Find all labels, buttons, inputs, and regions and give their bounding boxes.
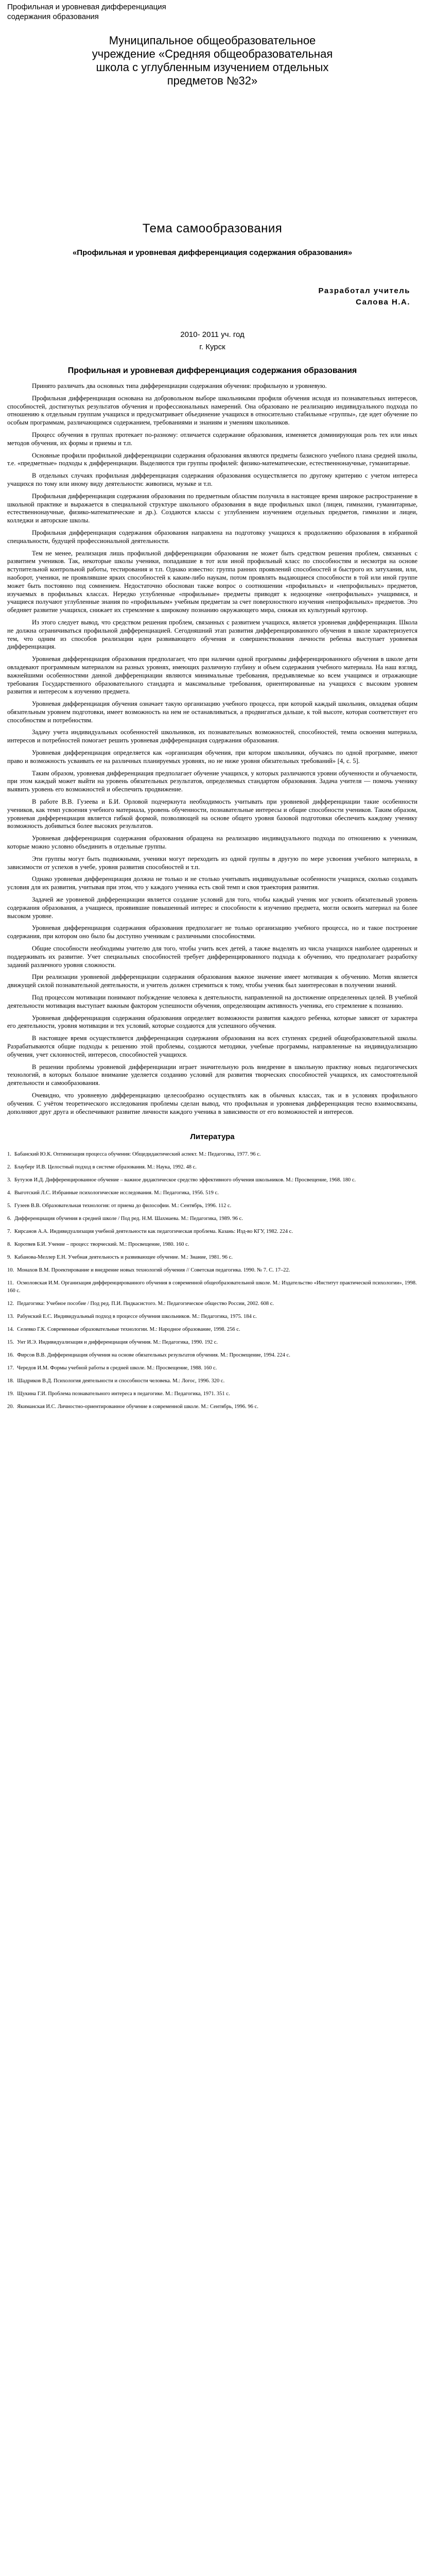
paragraph: При реализации уровневой дифференциации содержания образования важное значение имеет мотивация к обучению. Мотив является движущей силой познавательной деятельности, и учитель должен стремиться к тому, чтобы ученик был заинтересован в получении знаний. <box>7 973 417 989</box>
reference-number: 13. <box>7 1314 14 1320</box>
reference-number: 5. <box>7 1203 11 1209</box>
reference-text: Педагогика: Учебное пособие / Под ред. П.И. Пидкасистого. М.: Педагогическое общество России, 2002. 608 с. <box>17 1301 274 1307</box>
reference-text: Блауберг И.В. Целостный подход в системе образования. М.: Наука, 1992. 48 с. <box>14 1164 197 1171</box>
theme-subtitle: «Профильная и уровневая дифференциация содержания образования» <box>72 248 353 257</box>
reference-text: Гузеев В.В. Образовательная технология: от приема до философии. М.: Сентябрь, 1996. 112 с. <box>14 1203 232 1209</box>
school-name: Муниципальное общеобразовательное учреждение «Средняя общеобразовательная школа с углубленным изучением отдельных предметов №32» <box>92 34 333 87</box>
paragraph: Уровневая дифференциация определяется как «организация обучения, при котором школьники, обучаясь по одной программе, имеют право и возможность усваивать ее на различных планируемых уровнях, но не ниже уровня обязательных требований» [4, с. 5]. <box>7 749 417 765</box>
reference-number: 7. <box>7 1229 11 1235</box>
reference-number: 16. <box>7 1352 14 1359</box>
reference-text: Шадриков В.Д. Психология деятельности и способности человека. М.: Логос, 1996. 320 с. <box>17 1378 225 1384</box>
reference-item <box>7 1241 417 1248</box>
reference-number: 20. <box>7 1404 14 1410</box>
paragraph: Профильная дифференциация содержания образования по предметным областям получила в настоящее время широкое распространение в школьной практике и выражается в специальной структуре школьного образования в виде профильных школ (лицеи, гимназии, гуманитарные, естественнонаучные, физико-математические и др.). Создаются классы с углублением изучением отдельных предметов, гимназии и лицеи, колледжи и авторские школы. <box>7 492 417 524</box>
author-name: Салова Н.А. <box>356 298 410 307</box>
paragraph: В решении проблемы уровневой дифференциации играет значительную роль внедрение в школьную практику новых педагогических технологий, в которых большое внимание уделяется созданию условий для развития творческих способностей учащихся, их самостоятельной деятельности и самообразования. <box>7 1063 417 1087</box>
reference-number: 4. <box>7 1190 11 1196</box>
academic-year: 2010- 2011 уч. год <box>180 330 245 339</box>
paragraph: Задачей же уровневой дифференциации является создание условий для того, чтобы каждый ученик мог усвоить обязательный уровень содержания образования, а учащиеся, проявившие повышенный интерес и способности к изучению предмета, могли освоить материал на более высоком уровне. <box>7 896 417 920</box>
reference-item <box>7 1351 417 1359</box>
spacer <box>7 259 417 285</box>
spacer <box>7 308 417 329</box>
reference-item <box>7 1163 417 1171</box>
reference-text: Коротяев Б.И. Учение – процесс творческий. М.: Просвещение, 1980. 160 с. <box>14 1242 189 1248</box>
paragraph: Таким образом, уровневая дифференциация предполагает обучение учащихся, у которых различаются уровни обученности и обучаемости, при этом каждый может выйти на уровень обязательных результатов, определяемых стандартом образования. Задача учителя — помочь ученику выявить уровень его возможностей и обеспечить продвижение. <box>7 769 417 793</box>
paragraph: Эти группы могут быть подвижными, ученики могут переходить из одной группы в другую по мере усвоения учебного материала, в зависимости от успехов в учебе, уровня развития способностей и т.п. <box>7 855 417 871</box>
reference-item <box>7 1364 417 1372</box>
paragraph: Из этого следует вывод, что средством решения проблем, связанных с развитием учащихся, является уровневая дифференциация. Школа не должна ограничиваться профильной дифференциацией. Сегодняшний этап развития дифференцированного обучения в школе характеризуется тем, что одним из способов реализации идеи развивающего обучения и совершенствования личности ребенка выступает уровневая дифференциация. <box>7 618 417 651</box>
reference-text: Осмоловская И.М. Организация дифференцированного обучения в современной общеобразовательной школе. М.: Издательство «Институт практической психологии», 1998. 160 с. <box>7 1280 417 1294</box>
reference-text: Чередов И.М. Формы учебной работы в средней школе. М.: Просвещение, 1988. 160 с. <box>17 1365 217 1371</box>
city: г. Курск <box>199 343 225 351</box>
paragraph: Уровневая дифференциация содержания образования обращена на реализацию индивидуального подхода по отношению к ученикам, которые можно условно объединить в отдельные группы. <box>7 835 417 851</box>
reference-text: Фирсов В.В. Дифференциация обучения на основе обязательных результатов обучения. М.: Просвещение, 1994. 224 с. <box>17 1352 290 1359</box>
reference-item <box>7 1189 417 1197</box>
reference-item <box>7 1326 417 1333</box>
reference-item <box>7 1300 417 1308</box>
reference-item <box>7 1313 417 1320</box>
reference-number: 9. <box>7 1255 11 1261</box>
paragraph: Под процессом мотивации понимают побуждение человека к деятельности, направленной на достижение определенных целей. В учебной деятельности мотивация выступает важным фактором успешности обучения, определяющим активность ученика, его стремление к познанию. <box>7 994 417 1009</box>
reference-item <box>7 1150 417 1158</box>
spacer <box>7 88 417 222</box>
reference-item <box>7 1266 417 1274</box>
paragraph: Профильная дифференциация основана на добровольном выборе школьниками профиля обучения исходя из познавательных интересов, способностей, достигнутых результатов обучения и профессиональных намерений. Она образовано не реализацию индивидуального подхода по отношению к отдельным группам учащихся и предусматривает объединение учащихся в относительно стабильные «группы», где идет обучение по особым программам, различающимся содержанием, требованиями и знаниям и умениям школьников. <box>7 394 417 427</box>
reference-item <box>7 1202 417 1210</box>
paragraph: В отдельных случаях профильная дифференциация содержания образования осуществляется по другому критерию с учетом интереса учащихся по тому или иному виду деятельности: живописи, музыке и т.п. <box>7 472 417 487</box>
reference-item <box>7 1338 417 1346</box>
reference-text: Кабанова-Меллер Е.Н. Учебная деятельность и развивающее обучение. М.: Знание, 1981. 96 с. <box>14 1255 233 1261</box>
paragraph: Процесс обучения в группах протекает по-разному: отличается содержание образования, изменяется доминирующая роль тех или иных методов обучения, их формы и приемы и т.п. <box>7 431 417 447</box>
reference-number: 12. <box>7 1301 14 1307</box>
paragraph: Уровневая дифференциация обучения означает такую организацию учебного процесса, при которой каждый школьник, овладевая общим обязательным уровнем подготовки, имеет возможность на нем не останавливаться, а продвигаться дальше, к той высоте, которая соответствует его способностям и потребностям. <box>7 700 417 724</box>
reference-text: Кирсанов А.А. Индивидуализация учебной деятельности как педагогическая проблема. Казань: Изд-во КГУ, 1982. 224 с. <box>14 1229 293 1235</box>
paragraph: Уровневая дифференциация содержания образования определяет возможности развития каждого ребенка, которые зависят от характера его деятельности, уровня мотивации и тех условий, которые создаются для успешного обучения. <box>7 1014 417 1030</box>
body-text <box>7 382 417 1116</box>
reference-number: 11. <box>7 1280 14 1286</box>
paragraph: Основные профили профильной дифференциации содержания образования являются предметы базисного учебного плана средней школы, т.е. «предметные» подходы к дифференциации. Выделяются три группы профилей: физико-математические, естественнонаучные, гуманитарные. <box>7 451 417 467</box>
reference-text: Бабанский Ю.К. Оптимизация процесса обучения: Общедидактический аспект. М.: Педагогика, 1977. 96 с. <box>14 1151 261 1158</box>
paragraph: В работе В.В. Гузеева и Б.И. Орловой подчеркнута необходимость учитывать при уровневой дифференциации такие особенности учеников, как темп усвоения учебного материала, уровень обученности, познавательные интересы и общие способности учеников. Таким образом, уровневая дифференциация является гибкой формой, позволяющей на основе общего уровня базовой подготовки обеспечить каждому ученику возможность добиваться более высоких результатов. <box>7 798 417 830</box>
paragraph: Тем не менее, реализация лишь профильной дифференциации образования не может быть средством решения проблем, связанных с развитием учеников. Так, некоторые школы ученики, попадавшие в тот или иной профильный класс по способностям и несмотря на основе вступительной контрольной работы, тестирования и т.п. Однако известно: группа ранних проявлений способностей и быстрого их затухания, или, наоборот, ученики, не проявлявшие ярких способностей к каким-либо наукам, потом проявлять выдающиеся способности в той или иной группе может быть постоянно под сомнением. Недостаточно обоснован также вопрос о соотношении «профильных» и «непрофильных» предметов, изучаемых в профильных классах. Нередко углубленные «профильные» предметы приводят к недооценке «непрофильных» учащимися, и учащиеся получают углубленные знания по «профильным» учебным предметам за счет поверхностного изучения «непрофильных» предметов. Это обедняет развитие учащихся, снижает их стремление к широкому познанию окружающего мира, снижая их культурный кругозор. <box>7 549 417 614</box>
reference-number: 17. <box>7 1365 14 1371</box>
reference-item <box>7 1176 417 1184</box>
reference-text: Монахов В.М. Проектирование и внедрение новых технологий обучения // Советская педагогика. 1990. № 7. С. 17–22. <box>17 1267 290 1274</box>
references-list <box>7 1150 417 1411</box>
paragraph: Профильная дифференциация содержания образования направлена на подготовку учащихся к продолжению образования в избранной специальности, будущей профессиональной деятельности. <box>7 529 417 545</box>
reference-text: Выготский Л.С. Избранные психологические исследования. М.: Педагогика, 1956. 519 с. <box>14 1190 219 1196</box>
reference-number: 10. <box>7 1267 14 1274</box>
reference-number: 18. <box>7 1378 14 1384</box>
paragraph: Однако уровневая дифференциация должна не только и не столько учитывать индивидуальные особенности учащихся, сколько создавать условия для их развития, учитывая при этом, что у каждого ученика есть свой темп и своя траектория развития. <box>7 875 417 891</box>
paragraph: Принято различать два основных типа дифференциации содержания обучения: профильную и уровневую. <box>32 382 327 389</box>
reference-item <box>7 1403 417 1411</box>
theme-title: Тема самообразования <box>142 222 283 235</box>
reference-text: Унт И.Э. Индивидуализация и дифференциация обучения. М.: Педагогика, 1990. 192 с. <box>17 1340 218 1346</box>
reference-item <box>7 1228 417 1235</box>
paragraph: Очевидно, что уровневую дифференциацию целесообразно осуществлять как в обычных классах, так и в условиях профильного обучения. С учётом теоретического исследования проблемы сделан вывод, что профильная и уровневая дифференциация тесно взаимосвязаны, дополняют друг друга и обеспечивают развитие личности каждого ученика в зависимости от его возможностей и интересов. <box>7 1091 417 1115</box>
paragraph: В настоящее время осуществляется дифференциация содержания образования на всех ступенях средней общеобразовательной школы. Разрабатываются общие подходы к решению этой проблемы, создаются методики, учебные программы, направленные на индивидуализацию обучения, учет склонностей, интересов, способностей учащихся. <box>7 1035 417 1058</box>
reference-item <box>7 1253 417 1261</box>
section-title: Профильная и уровневая дифференциация содержания образования <box>67 366 357 375</box>
references-title: Литература <box>190 1132 235 1142</box>
paragraph: Уровневая дифференциация образования предполагает, что при наличии одной программы дифференцированного обучения в школе дети овладевают программным материалом на разных уровнях, имеющих различную глубину и объем содержания учебного материала. На наш взгляд, важнейшими особенностями данной дифференциации являются минимальные требования, предъявляемые ко всем учащимся и отражающие требования Государственного образовательного стандарта и максимальные требования, ориентированные на учащихся с высоким уровнем развития и интересом к изучению предмета. <box>7 655 417 696</box>
reference-item <box>7 1390 417 1398</box>
reference-text: Рабунский Е.С. Индивидуальный подход в процессе обучения школьников. М.: Педагогика, 1975. 184 с. <box>17 1314 257 1320</box>
reference-number: 1. <box>7 1151 11 1158</box>
reference-number: 14. <box>7 1327 14 1333</box>
reference-number: 2. <box>7 1164 11 1171</box>
reference-item <box>7 1377 417 1385</box>
author-position: Разработал учитель <box>318 286 410 295</box>
reference-number: 8. <box>7 1242 11 1248</box>
paragraph: Общие способности необходимы учителю для того, чтобы учить всех детей, а также выделять из числа учащихся наиболее одаренных и поддерживать их развитие. Учет специальных способностей требует дифференцированного подхода к обучению, что предполагает разработку заданий различного уровня сложности. <box>7 945 417 969</box>
paragraph: Уровневая дифференциация содержания образования предполагает не только организацию учебного процесса, но и такое построение содержания, при котором оно было бы доступно ученикам с различными способностями. <box>7 924 417 940</box>
reference-item <box>7 1279 417 1295</box>
reference-number: 15. <box>7 1340 14 1346</box>
document-title: Профильная и уровневая дифференциация содержания образования <box>7 3 166 21</box>
reference-item <box>7 1215 417 1223</box>
reference-text: Дифференциация обучения в средней школе / Под ред. Н.М. Шахмаева. М.: Педагогика, 1989. 96 с. <box>14 1216 243 1222</box>
reference-text: Селевко Г.К. Современные образовательные технологии. М.: Народное образование, 1998. 256 с. <box>17 1327 240 1333</box>
reference-text: Бутузов И.Д. Дифференцированное обучение – важное дидактическое средство эффективного обучения школьников. М.: Просвещение, 1968. 180 с. <box>14 1177 356 1183</box>
paragraph: Задачу учета индивидуальных особенностей школьников, их познавательных возможностей, способностей, темпа освоения материала, интересов и потребностей помогает решить уровневая дифференциация содержания образования. <box>7 728 417 744</box>
reference-number: 3. <box>7 1177 11 1183</box>
reference-number: 19. <box>7 1391 14 1397</box>
reference-text: Якиманская И.С. Личностно-ориентированное обучение в современной школе. М.: Сентябрь, 1996. 96 с. <box>17 1404 258 1410</box>
reference-number: 6. <box>7 1216 11 1222</box>
reference-text: Щукина Г.И. Проблема познавательного интереса в педагогике. М.: Педагогика, 1971. 351 с. <box>17 1391 230 1397</box>
